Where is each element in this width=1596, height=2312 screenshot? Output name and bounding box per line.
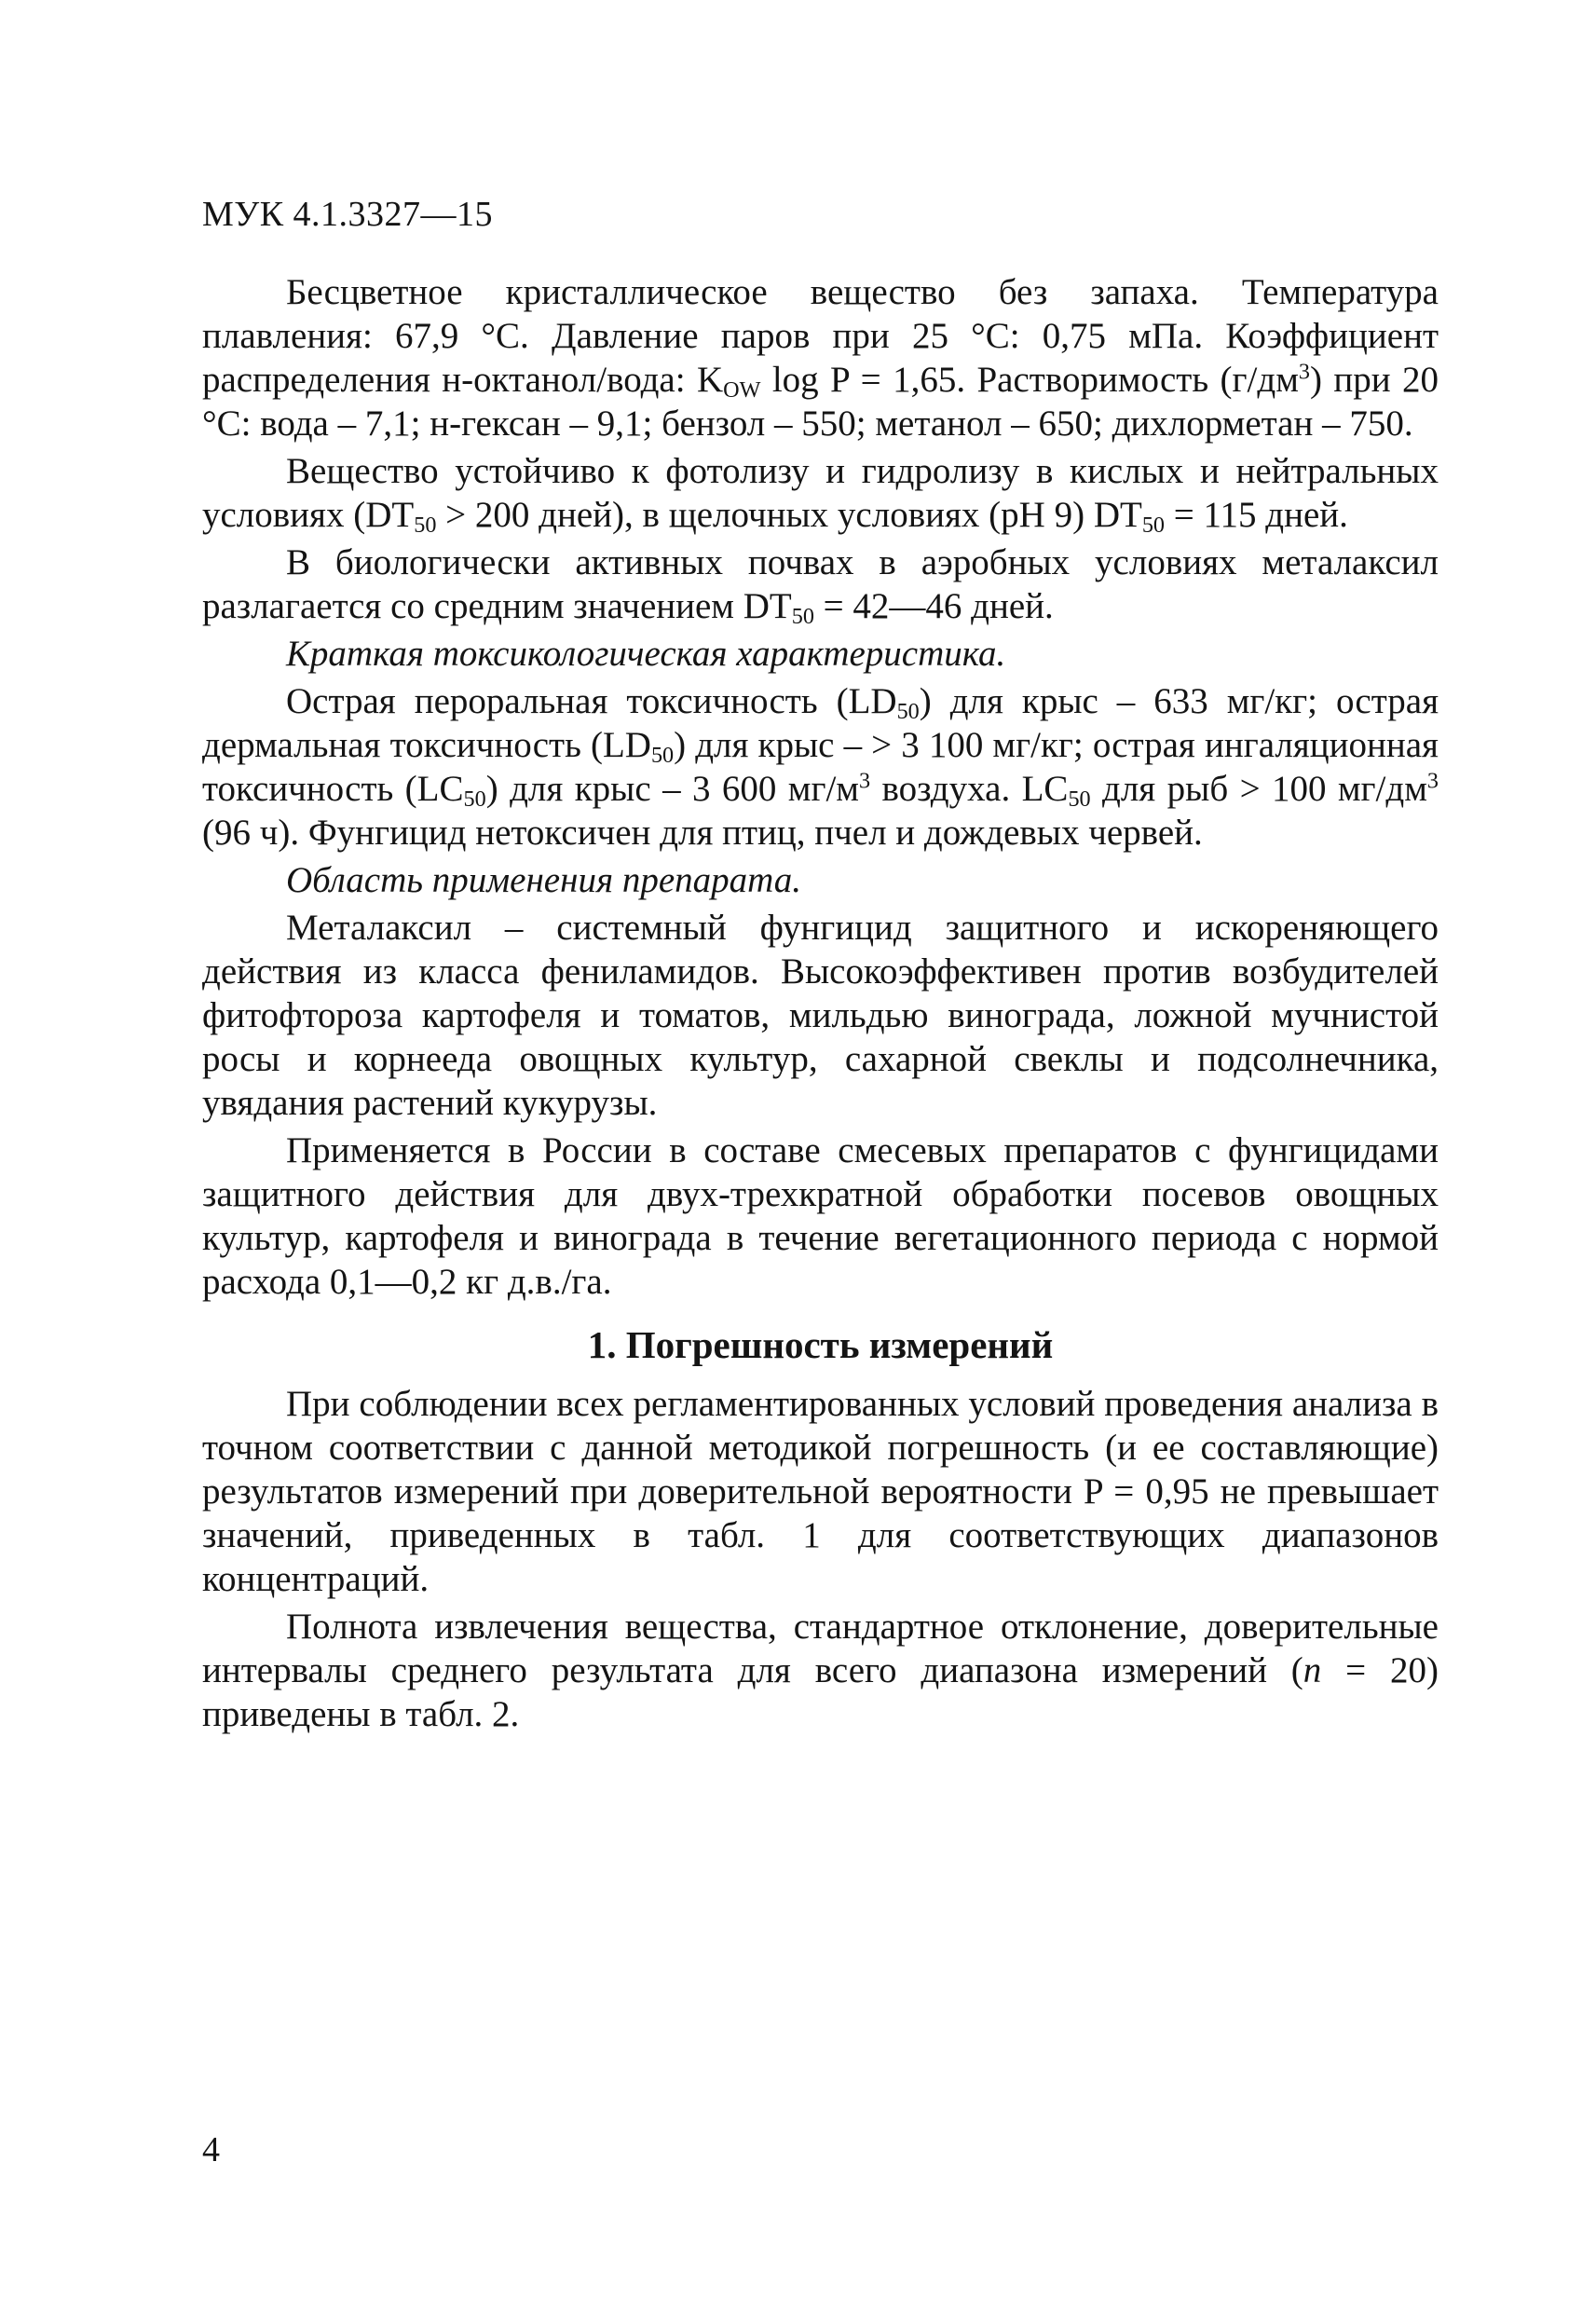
paragraph-error: При соблюдении всех регламентированных условий проведения анализа в точном соответствии с данной методикой погрешность (и ее составляющие) результатов измерений при доверительной вероятности P = 0,95 не превышает значений, приведенных в табл. 1 для соответствующих диапазонов концентраций.	[202, 1384, 1439, 1599]
page-number: 4	[202, 2130, 220, 2169]
paragraph-usage-russia: Применяется в России в составе смесевых препаратов с фунгицидами защитного действия для двух-трехкратной обработки посевов овощных культур, картофеля и винограда в течение вегетационного периода с нормой расхода 0,1—0,2 кг д.в./га.	[202, 1130, 1439, 1302]
paragraph-soil: В биологически активных почвах в аэробных условиях металаксил разлагается со средним значением $DT_{50}$ = 42—46 дней.	[202, 542, 1439, 630]
paragraph-stability: Вещество устойчиво к фотолизу и гидролизу в кислых и нейтральных условиях ($DT_{50} > 200$ дней), в щелочных условиях (pH 9) $DT_{50} = 115$ дней.	[202, 451, 1439, 539]
subheading-toxicology: Краткая токсикологическая характеристика.	[286, 634, 1006, 674]
paragraph-application: Металаксил – системный фунгицид защитного и искореняющего действия из класса фениламидов. Высокоэффективен против возбудителей фитофтороза картофеля и томатов, мильдью винограда, ложной мучнистой росы и корнееда овощных культур, сахарной свеклы и подсолнечника, увядания растений кукурузы.	[202, 908, 1439, 1123]
paragraph-toxicity: Острая пероральная токсичность $(LD_{50})$ для крыс – 633 мг/кг; острая дермальная токсичность $(LD_{50})$ для крыс – > 3 100 мг/кг; острая ингаляционная токсичность $(LC_{50})$ для крыс – 3 600 $мг/м^3$ воздуха. $LC_{50}$ для рыб > 100 $мг/дм^3$ (96 ч). Фунгицид нетоксичен для птиц, пчел и дождевых червей.	[202, 681, 1439, 853]
main-text	[202, 270, 1439, 1740]
subheading-application: Область применения препарата.	[286, 860, 802, 900]
paragraph-properties: Бесцветное кристаллическое вещество без запаха. Температура плавления: 67,9 °С. Давление паров при 25 °С: 0,75 мПа. Коэффициент распределения н-октанол/вода: $K_{OW}$ log P = 1,65. Растворимость $(г/дм^3)$ при 20 °С: вода – 7,1; н-гексан – 9,1; бензол – 550; метанол – 650; дихлорметан – 750.	[202, 272, 1439, 444]
paragraph-recovery: Полнота извлечения вещества, стандартное отклонение, доверительные интервалы среднего результата для всего диапазона измерений (n = 20) приведены в табл. 2.	[202, 1607, 1439, 1734]
document-code: МУК 4.1.3327—15	[202, 195, 494, 234]
section-heading: 1. Погрешность измерений	[587, 1323, 1054, 1366]
